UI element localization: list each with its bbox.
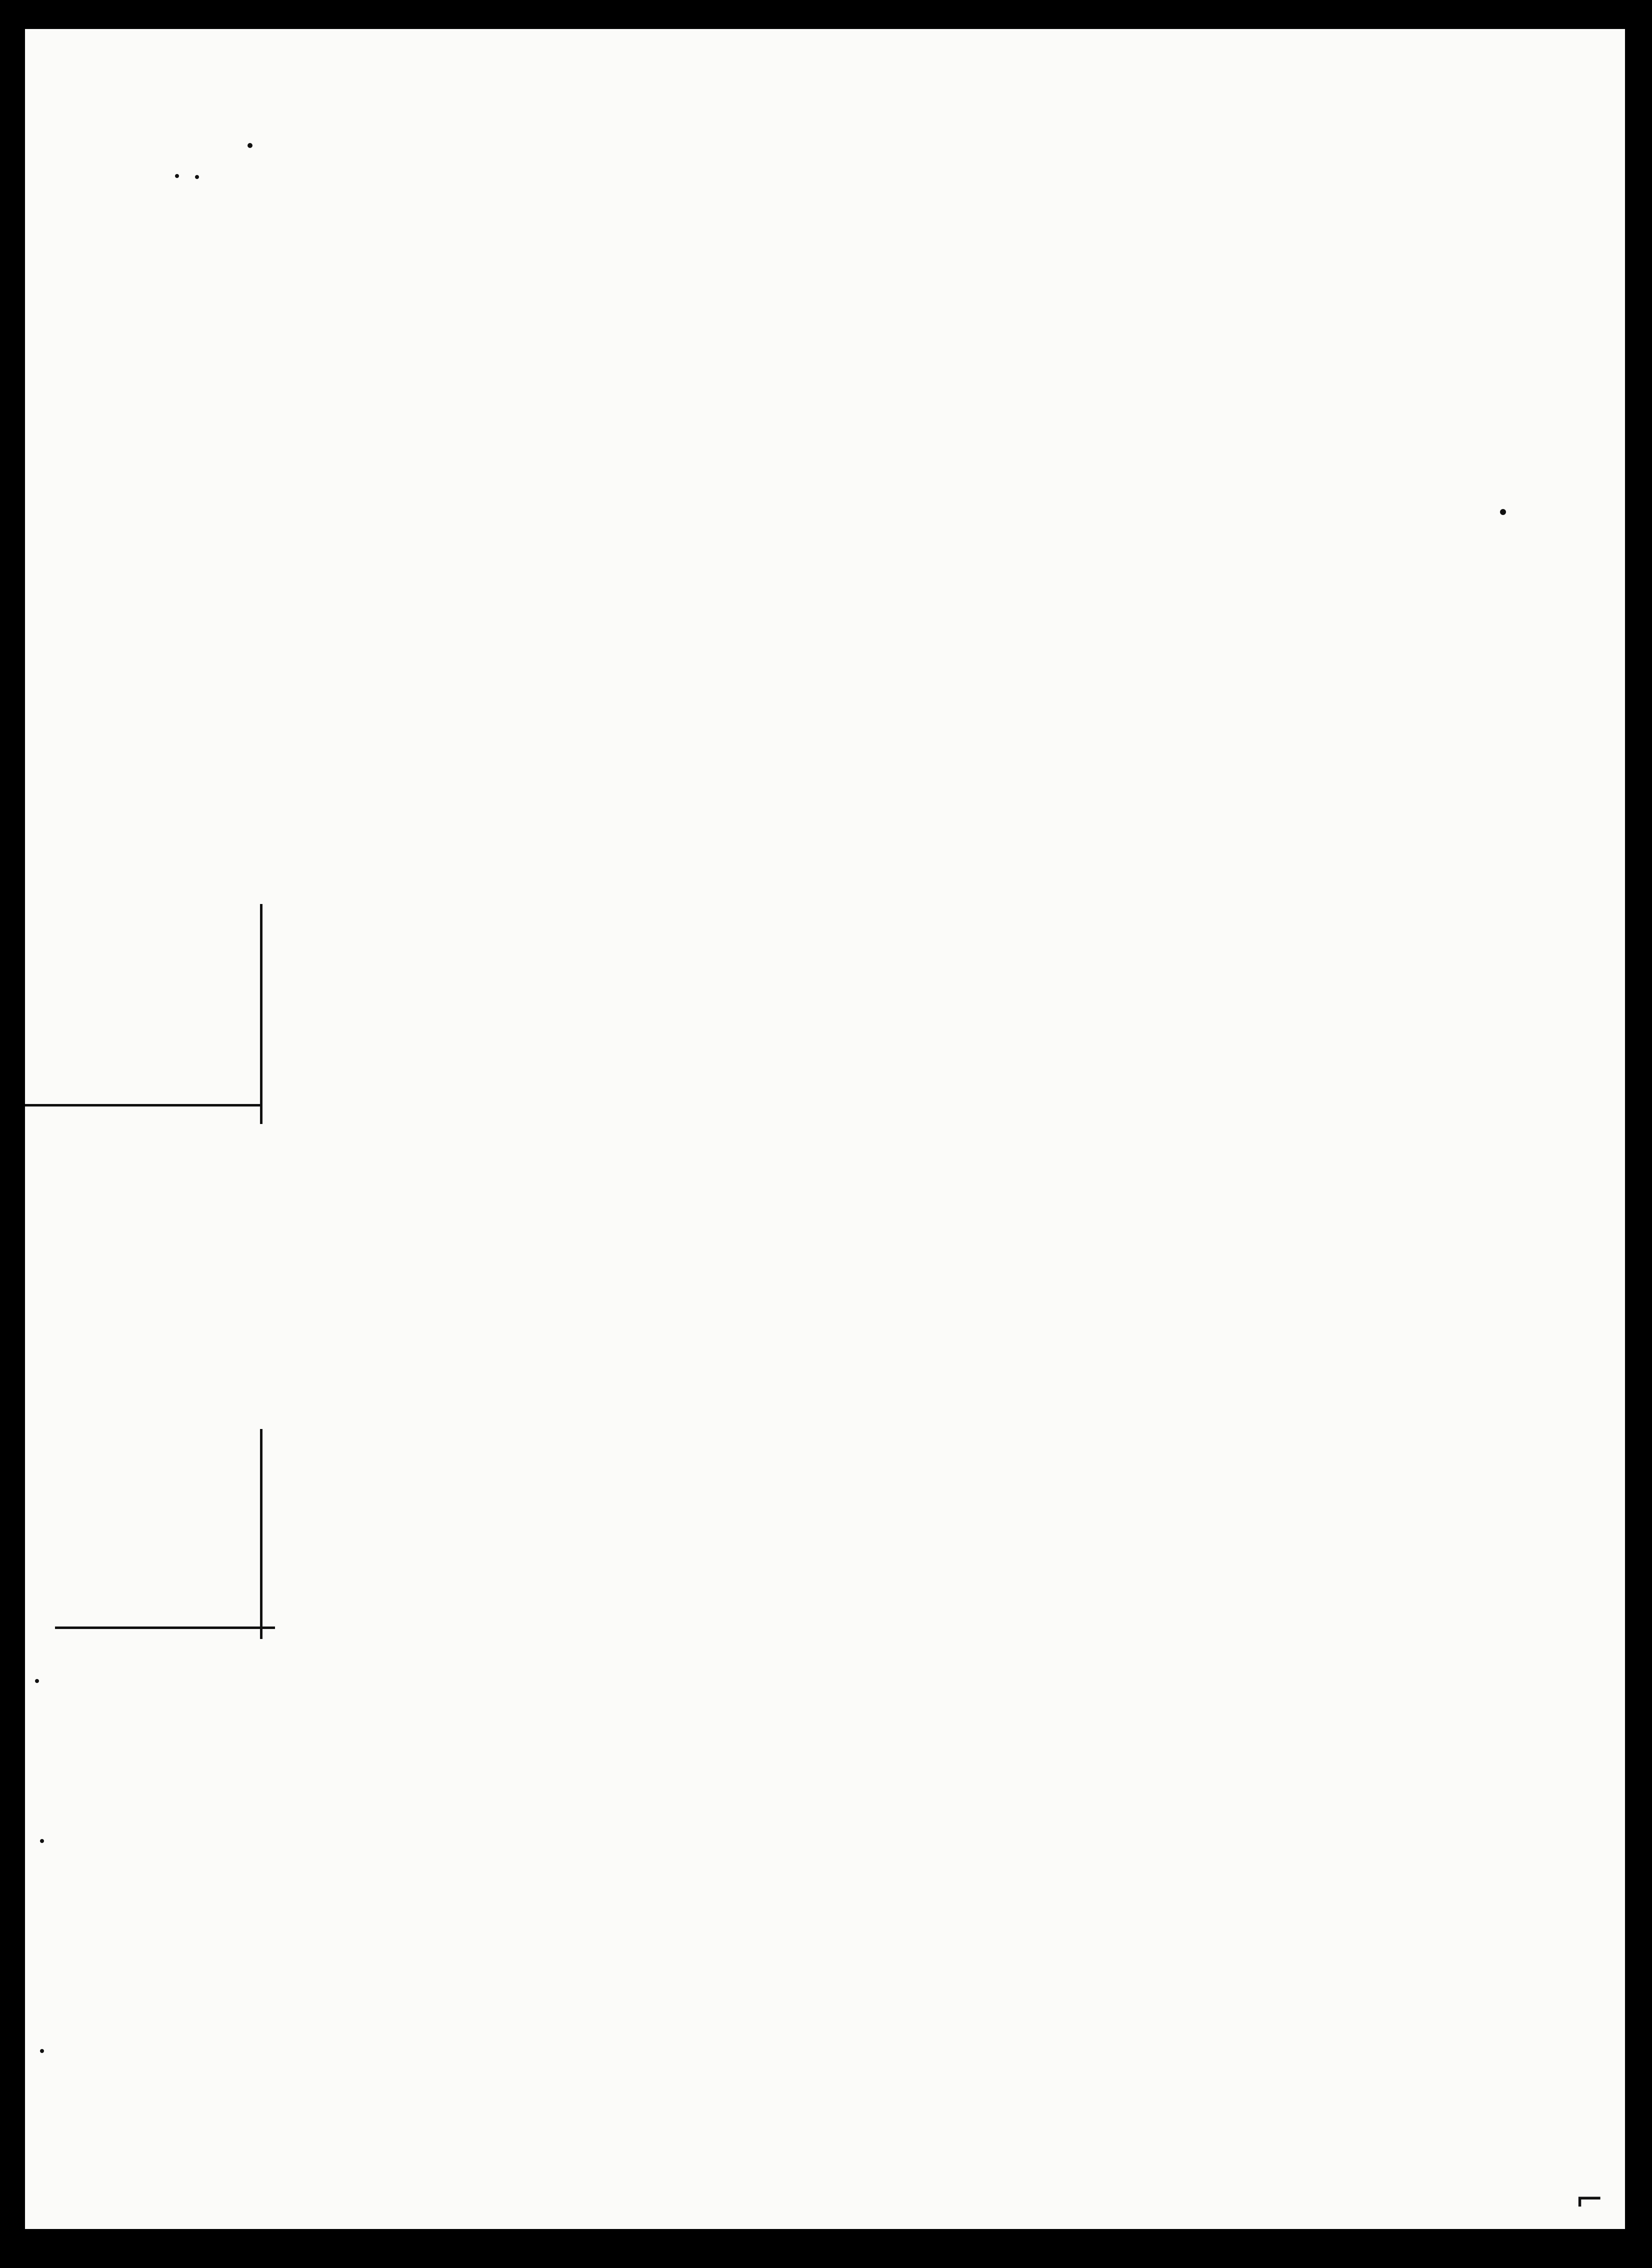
corner-scan-mark: ⌐ — [1574, 2179, 1604, 2220]
scan-speck — [175, 174, 179, 178]
margin-note-bracket — [260, 904, 262, 1124]
margin-note-underline — [55, 1626, 275, 1629]
scan-speck — [35, 1679, 39, 1683]
document-page — [25, 29, 1625, 2229]
scan-speck — [40, 1839, 44, 1843]
typed-body-text — [25, 29, 1625, 2229]
margin-note-underline — [25, 1104, 260, 1106]
scan-speck — [1500, 509, 1506, 515]
scan-speck — [195, 175, 199, 179]
scan-speck — [40, 2049, 44, 2053]
scan-speck — [248, 143, 252, 148]
margin-note-bracket — [260, 1429, 262, 1639]
